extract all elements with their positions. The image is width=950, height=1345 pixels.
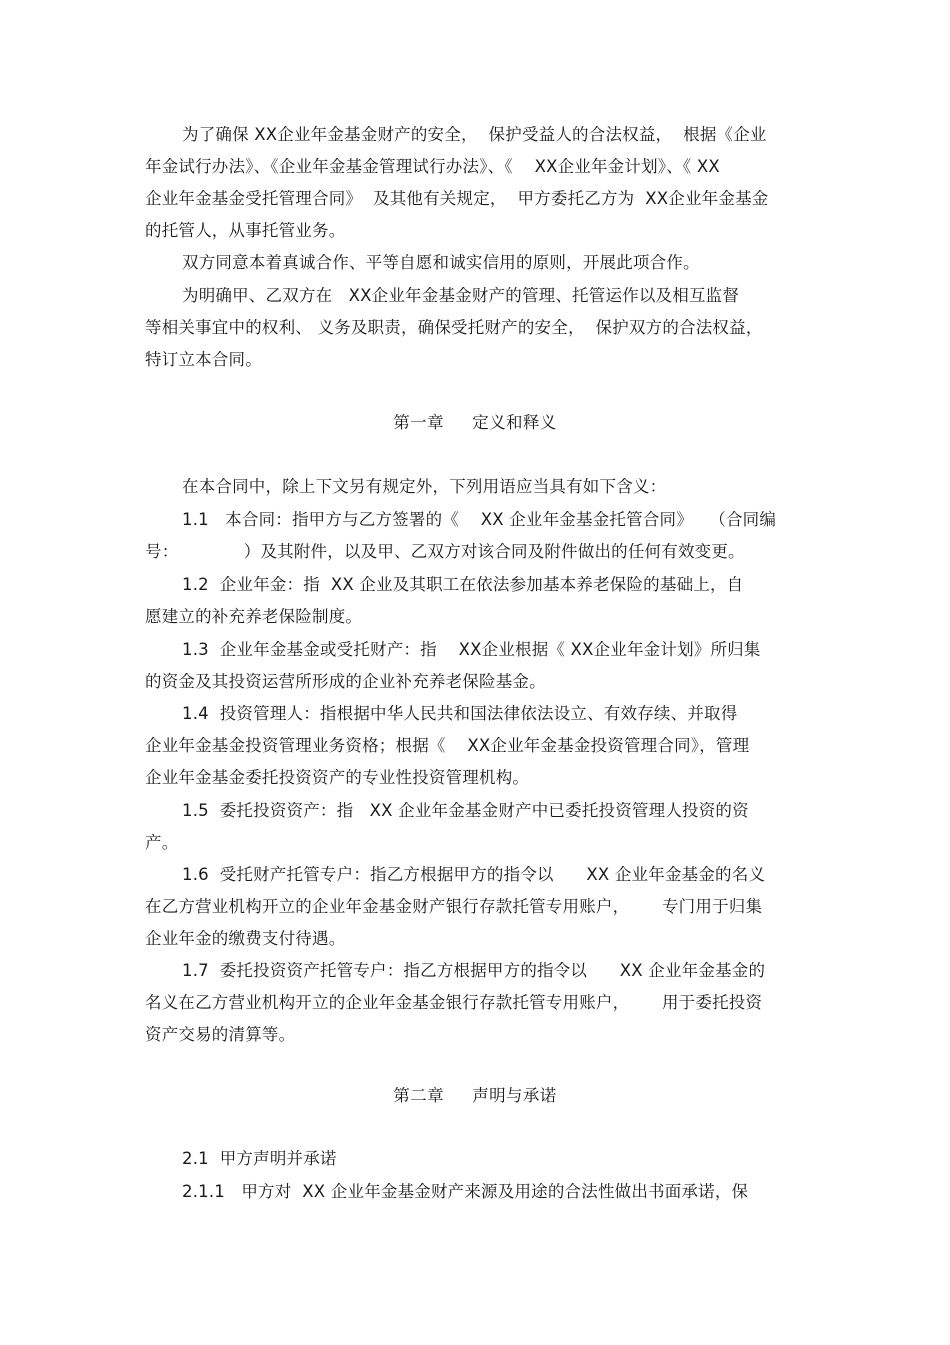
chapter-2-heading: 第二章 声明与承诺 [393,1086,557,1105]
definition-1-5-line-2: 产。 [145,833,179,852]
definition-1-1-line-1: 1.1 本合同：指甲方与乙方签署的《 XX 企业年金基金托管合同》 （合同编 [182,510,777,529]
preamble-p3-line-2: 等相关事宜中的权利、 义务及职责，确保受托财产的安全， 保护双方的合法权益， [145,318,763,337]
definition-1-2-line-2: 愿建立的补充养老保险制度。 [145,607,363,626]
definition-1-5-line-1: 1.5 委托投资资产：指 XX 企业年金基金财产中已委托投资管理人投资的资 [182,801,749,820]
definition-1-4-line-2: 企业年金基金投资管理业务资格；根据《 XX企业年金基金投资管理合同》，管理 [145,736,750,755]
definition-1-1-line-2: 号： ）及其附件，以及甲、乙双方对该合同及附件做出的任何有效变更。 [145,542,745,561]
preamble-p1-line-4: 的托管人，从事托管业务。 [145,221,346,240]
definition-1-3-line-2: 的资金及其投资运营所形成的企业补充养老保险基金。 [145,672,546,691]
preamble-p1-line-3: 企业年金基金受托管理合同》 及其他有关规定， 甲方委托乙方为 XX企业年金基金 [145,189,769,208]
definition-1-4-line-1: 1.4 投资管理人：指根据中华人民共和国法律依法设立、有效存续、并取得 [182,704,738,723]
definition-1-7-line-3: 资产交易的清算等。 [145,1025,296,1044]
definition-1-7-line-2: 名义在乙方营业机构开立的企业年金基金银行存款托管专用账户， 用于委托投资 [145,993,763,1012]
preamble-p3-line-3: 特订立本合同。 [145,350,262,369]
clause-2-1-1: 2.1.1 甲方对 XX 企业年金基金财产来源及用途的合法性做出书面承诺，保 [182,1182,749,1201]
clause-2-1: 2.1 甲方声明并承诺 [182,1149,337,1168]
definition-1-6-line-3: 企业年金的缴费支付待遇。 [145,929,346,948]
preamble-p3-line-1: 为明确甲、乙双方在 XX企业年金基金财产的管理、托管运作以及相互监督 [182,286,740,305]
definition-1-6-line-2: 在乙方营业机构开立的企业年金基金财产银行存款托管专用账户， 专门用于归集 [145,897,763,916]
definition-1-7-line-1: 1.7 委托投资资产托管专户：指乙方根据甲方的指令以 XX 企业年金基金的 [182,961,766,980]
chapter-1-intro: 在本合同中，除上下文另有规定外，下列用语应当具有如下含义： [182,477,667,496]
definition-1-3-line-1: 1.3 企业年金基金或受托财产：指 XX企业根据《 XX企业年金计划》所归集 [182,640,761,659]
definition-1-4-line-3: 企业年金基金委托投资资产的专业性投资管理机构。 [145,768,530,787]
chapter-1-heading: 第一章 定义和释义 [393,413,557,432]
preamble-p2-line-1: 双方同意本着真诚合作、平等自愿和诚实信用的原则，开展此项合作。 [182,253,700,272]
preamble-p1-line-2: 年金试行办法》、《企业年金基金管理试行办法》、《 XX企业年金计划》、《 XX [145,157,720,176]
definition-1-6-line-1: 1.6 受托财产托管专户：指乙方根据甲方的指令以 XX 企业年金基金的名义 [182,865,766,884]
preamble-p1-line-1: 为了确保 XX企业年金基金财产的安全， 保护受益人的合法权益， 根据《企业 [182,125,767,144]
definition-1-2-line-1: 1.2 企业年金：指 XX 企业及其职工在依法参加基本养老保险的基础上，自 [182,575,744,594]
